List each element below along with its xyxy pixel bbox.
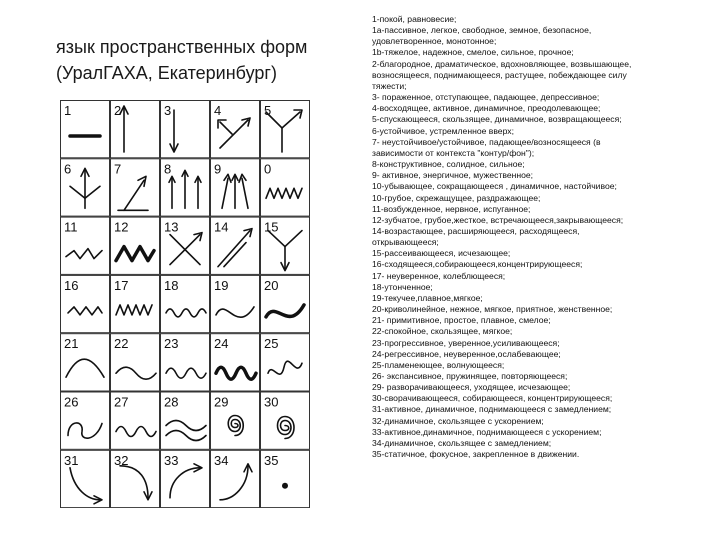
shape-cell-number: 35: [264, 452, 279, 468]
legend-line: возносящееся, поднимающееся, растущее, побеждающее силу: [372, 69, 627, 80]
legend-line: 1-покой, равновесие;: [372, 14, 457, 24]
shape-cell-number: 34: [214, 452, 229, 468]
shape-cell-number: 5: [264, 103, 272, 118]
shape-cell-number: 27: [114, 394, 129, 410]
shape-cell: [111, 450, 160, 507]
shape-cell: [61, 217, 110, 274]
shape-cell: [261, 217, 310, 274]
shape-cell-number: 6: [64, 161, 72, 177]
shape-cell: [111, 275, 160, 332]
shape-cell: [161, 159, 210, 216]
legend-line: 7- неустойчивое/устойчивое, падающее/возносящееся (в: [372, 136, 601, 147]
legend-line: тяжести;: [372, 80, 407, 91]
shape-cell: [161, 275, 210, 332]
dot-icon: [282, 483, 288, 489]
legend-line: 9- активное, энергичное, мужественное;: [372, 170, 534, 181]
legend-line: 25-пламенеющее, волнующееся;: [372, 359, 505, 370]
shape-cell-number: 30: [264, 394, 279, 410]
legend-line: 2-благородное, драматическое, вдохновляющее, возвышающее,: [372, 58, 632, 69]
shape-cell: [161, 334, 210, 391]
shape-cell: [261, 334, 310, 391]
shape-cell: [261, 275, 310, 332]
shape-cell: [111, 392, 160, 449]
shape-cell-number: 11: [64, 219, 78, 235]
legend-line: 30-сворачивающееся, собирающееся, концентрирующееся;: [372, 393, 613, 404]
legend-line: 10-убывающее, сокращающееся , динамичное, настойчивое;: [372, 181, 617, 192]
shape-cell-number: 15: [264, 219, 279, 235]
shape-cell: [161, 392, 210, 449]
legend-line: 31-активное, динамичное, поднимающееся с замедлением;: [372, 404, 612, 415]
shape-cell-number: 2: [114, 103, 122, 118]
legend-line: 15-рассеивающееся, исчезающее;: [372, 248, 511, 259]
shape-cell-number: 16: [64, 277, 79, 293]
shape-grid: [60, 100, 310, 508]
shape-cell-number: 12: [114, 219, 129, 235]
legend-line: 12-зубчатое, грубое,жесткое, встречающееся,закрывающееся;: [372, 214, 624, 225]
legend-line: 29- разворачивающееся, уходящее, исчезающее;: [372, 382, 571, 393]
legend-line: удовлетворенное, монотонное;: [372, 36, 497, 47]
shape-cell-number: 29: [214, 394, 229, 410]
legend-line: 35-статичное, фокусное, закрепленное в движении.: [372, 449, 580, 460]
shape-cell: [161, 217, 210, 274]
shape-cell: [111, 101, 160, 158]
legend-line: 6-устойчивое, устремленное вверх;: [372, 125, 514, 136]
shape-cell: [61, 450, 110, 507]
shape-cell: [211, 392, 260, 449]
shape-cell-number: 21: [64, 336, 79, 352]
shape-cell-number: 13: [164, 219, 179, 235]
shape-cell-number: 31: [64, 452, 79, 468]
shape-cell-number: 28: [164, 394, 179, 410]
legend-line: 1b-тяжелое, надежное, смелое, сильное, прочное;: [372, 47, 574, 58]
shape-cell: [61, 159, 110, 216]
shape-cell-number: 14: [214, 219, 229, 235]
shape-cell-number: 4: [214, 103, 222, 118]
shape-cell: [261, 392, 310, 449]
legend-line: 16-сходящееся,собирающееся,концентрирующееся;: [372, 259, 583, 270]
legend-line: 32-динамичное, скользящее с ускорением;: [372, 415, 544, 426]
shape-cell-number: 24: [214, 336, 229, 352]
shape-cell: [211, 217, 260, 274]
shape-cell: [261, 450, 310, 507]
shape-cell-number: 19: [214, 277, 229, 293]
shape-cell: [111, 334, 160, 391]
shape-cell-number: 22: [114, 336, 129, 352]
shape-cell-number: 32: [114, 452, 129, 468]
shape-cell: [211, 334, 260, 391]
shape-cell: [261, 101, 310, 158]
legend-line: 20-криволинейное, нежное, мягкое, приятное, женственное;: [372, 304, 613, 315]
shape-cell-number: 9: [214, 161, 222, 177]
shape-cell: [111, 217, 160, 274]
legend-line: 1а-пассивное, легкое, свободное, земное, безопасное,: [372, 25, 592, 36]
legend-line: 19-текучее,плавное,мягкое;: [372, 292, 483, 303]
legend-line: зависимости от контекста "контур/фон");: [372, 147, 535, 158]
legend-line: 10-грубое, скрежащущее, раздражающее;: [372, 192, 541, 203]
legend-line: 17- неуверенное, колеблющееся;: [372, 270, 506, 281]
shape-cell: [161, 450, 210, 507]
shape-cell-number: 25: [264, 336, 279, 352]
shape-cell: [211, 275, 260, 332]
legend-line: 3- пораженное, отступающее, падающее, депрессивное;: [372, 92, 600, 103]
title-line-2: (УралГАХА, Екатеринбург): [56, 63, 277, 83]
shape-cell: [211, 450, 260, 507]
page-title: [56, 34, 346, 86]
shape-cell-number: 17: [114, 277, 129, 293]
legend-line: 34-динамичное, скользящее с замедлением;: [372, 437, 552, 448]
legend-list: [372, 14, 712, 460]
shape-cell-number: 3: [164, 103, 172, 118]
shape-cell: [61, 101, 110, 158]
shape-cell-number: 18: [164, 277, 179, 293]
legend-line: 18-утонченное;: [372, 281, 433, 292]
legend-line: 8-конструктивное, солидное, сильное;: [372, 159, 525, 170]
legend-line: 14-возрастающее, расширяющееся, расходящееся,: [372, 225, 580, 236]
shape-cell-number: 0: [264, 161, 272, 177]
legend-line: 33-активное,динамичное, поднимающееся с ускорением;: [372, 426, 602, 437]
shape-cell-number: 33: [164, 452, 179, 468]
shape-cell: [211, 159, 260, 216]
legend-line: 21- примитивное, простое, плавное, смелое;: [372, 315, 551, 326]
legend-line: 26- экспансивное, пружинящее, повторяющееся;: [372, 371, 568, 381]
shape-cell: [111, 159, 160, 216]
shape-cell: [61, 334, 110, 391]
legend-line: 22-спокойное, скользящее, мягкое;: [372, 326, 513, 337]
legend-line: открывающееся;: [372, 237, 439, 248]
legend-line: 11-возбужденное, нервное, испуганное;: [372, 203, 531, 214]
shape-cell: [61, 392, 110, 449]
shape-cell: [261, 159, 310, 216]
legend-line: 23-прогрессивное, уверенное,усиливающееся;: [372, 337, 560, 348]
shape-cell-number: 26: [64, 394, 79, 410]
legend-line: 24-регрессивное, неуверенное,ослабевающее;: [372, 348, 561, 359]
title-line-1: язык пространственных форм: [56, 37, 308, 57]
shape-cell-number: 1: [64, 103, 72, 118]
shape-cell: [211, 101, 260, 158]
shape-cell-number: 8: [164, 161, 172, 177]
shape-cell-number: 20: [264, 277, 279, 293]
shape-cell-number: 7: [114, 161, 122, 177]
shape-cell: [61, 275, 110, 332]
shape-cell-number: 23: [164, 336, 179, 352]
legend-line: 5-спускающееся, скользящее, динамичное, возвращающееся;: [372, 114, 622, 125]
legend-line: 4-восходящее, активное, динамичное, преодолевающее;: [372, 103, 601, 114]
shape-cell: [161, 101, 210, 158]
